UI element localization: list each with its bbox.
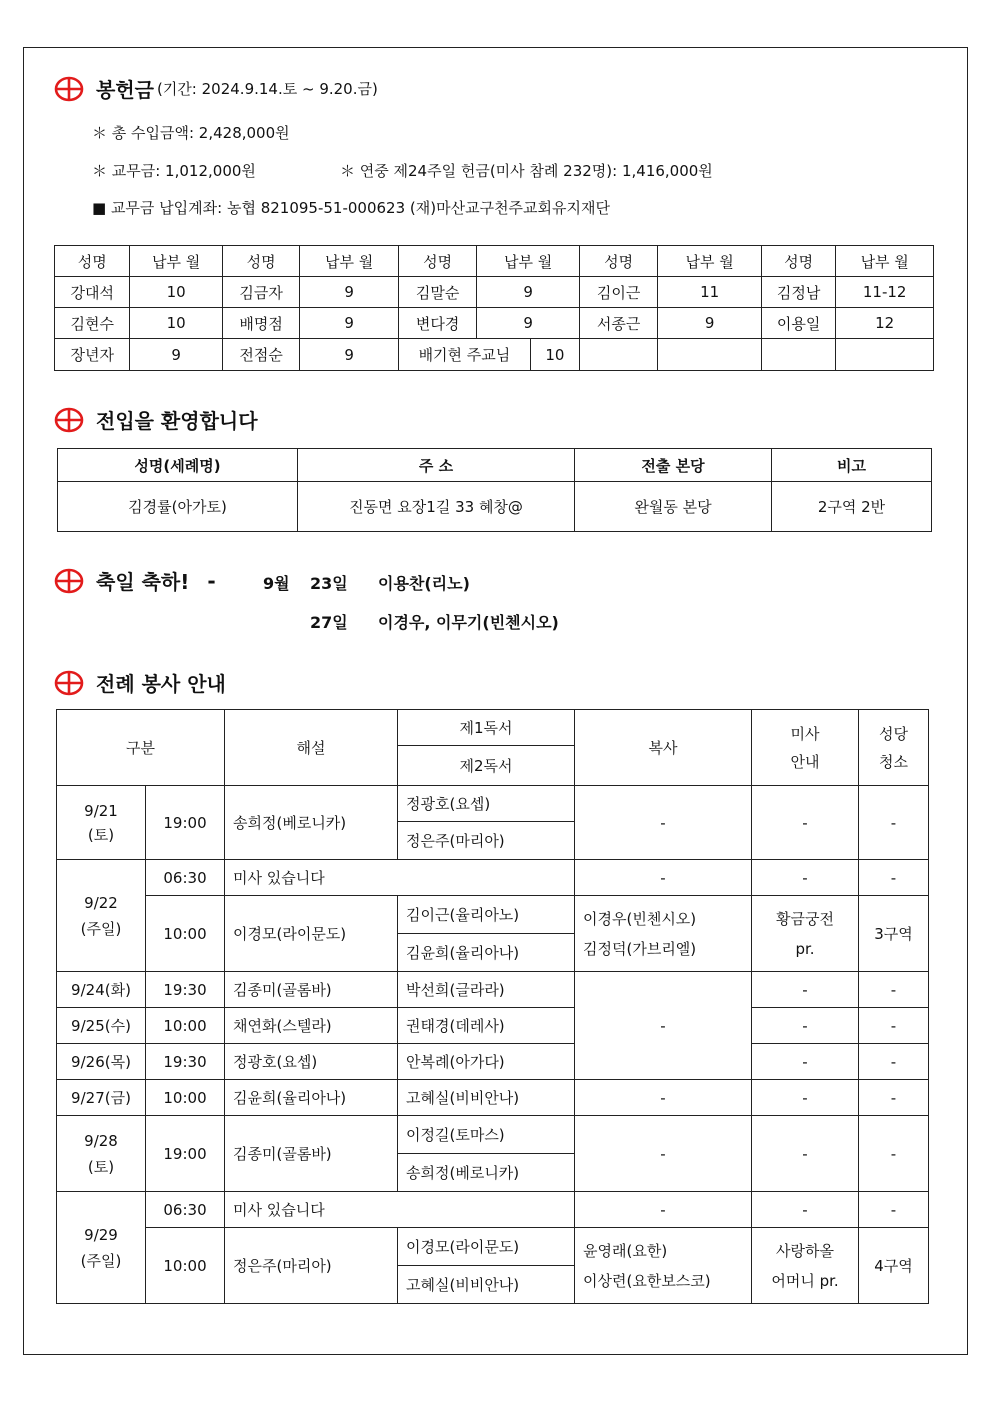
date-cell: 9/26(목) bbox=[57, 1044, 146, 1080]
offering-sunday-collection: ＊ 연중 제24주일 헌금(미사 참례 232명): 1,416,000원 bbox=[340, 162, 713, 180]
offering-account: ■ 교무금 납입계좌: 농협 821095-51-000623 (재)마산교구천주교회유지재단 bbox=[92, 199, 610, 217]
donor-name: 변다경 bbox=[398, 308, 476, 339]
date-cell: 9/29 (주일) bbox=[57, 1192, 146, 1304]
cleaning-cell: - bbox=[859, 1116, 929, 1192]
table-row bbox=[55, 339, 934, 371]
table-row bbox=[57, 1044, 929, 1080]
table-row bbox=[55, 277, 934, 308]
feast-month: 9월 bbox=[263, 574, 290, 593]
donor-month: 9 bbox=[130, 339, 223, 371]
donor-name: 김금자 bbox=[222, 277, 299, 308]
date-cell: 9/27(금) bbox=[57, 1080, 146, 1116]
table-row bbox=[57, 860, 929, 896]
acolyte-cell: - bbox=[575, 1116, 752, 1192]
date-cell: 9/21 (토) bbox=[57, 786, 146, 860]
table-row bbox=[57, 972, 929, 1008]
donor-name: 김이근 bbox=[579, 277, 657, 308]
donor-month: 9 bbox=[300, 277, 399, 308]
welcome-header-row bbox=[58, 449, 932, 482]
liturgy-table bbox=[56, 709, 929, 1304]
acolyte-cell: - bbox=[575, 972, 752, 1080]
commentary-cell: 이경모(라이문도) bbox=[225, 896, 398, 972]
col-header-name: 성명 bbox=[761, 246, 835, 277]
cleaning-cell: 3구역 bbox=[859, 896, 929, 972]
newcomer-former-parish: 완월동 본당 bbox=[575, 482, 772, 532]
cleaning-cell: - bbox=[859, 972, 929, 1008]
donor-month: 9 bbox=[300, 308, 399, 339]
reader1-cell: 안복례(아가다) bbox=[398, 1044, 575, 1080]
feast-title: 축일 축하! bbox=[96, 570, 190, 594]
time-cell: 06:30 bbox=[146, 1192, 225, 1228]
reader1-cell: 박선희(글라라) bbox=[398, 972, 575, 1008]
circle-cross-icon bbox=[54, 407, 84, 433]
donor-name: 김정남 bbox=[761, 277, 835, 308]
donor-name: 강대석 bbox=[55, 277, 130, 308]
col-header-reader1: 제1독서 bbox=[398, 710, 575, 746]
feast-heading bbox=[54, 566, 216, 595]
offering-diocese-fund: ＊ 교무금: 1,012,000원 bbox=[92, 162, 256, 180]
col-header-month: 납부 월 bbox=[658, 246, 762, 277]
reader1-cell: 이경모(라이문도) bbox=[398, 1228, 575, 1266]
welcome-table bbox=[57, 448, 932, 532]
cleaning-cell: - bbox=[859, 786, 929, 860]
col-header-address: 주 소 bbox=[298, 449, 575, 482]
table-row bbox=[55, 308, 934, 339]
donor-name: 전점순 bbox=[222, 339, 299, 371]
commentary-cell: 김종미(골롬바) bbox=[225, 1116, 398, 1192]
feast-day-2: 27일 bbox=[310, 613, 348, 632]
offering-title: 봉헌금 bbox=[96, 78, 154, 102]
col-header-usher: 미사 안내 bbox=[752, 710, 859, 786]
newcomer-address: 진동면 요장1길 33 혜창@ bbox=[298, 482, 575, 532]
donor-month: 9 bbox=[658, 308, 762, 339]
cleaning-cell: - bbox=[859, 1044, 929, 1080]
col-header-name: 성명 bbox=[579, 246, 657, 277]
reader1-cell: 김이근(율리아노) bbox=[398, 896, 575, 934]
table-row bbox=[58, 482, 932, 532]
donor-month: 9 bbox=[477, 277, 580, 308]
commentary-cell: 김종미(골롬바) bbox=[225, 972, 398, 1008]
col-header-reader2: 제2독서 bbox=[398, 746, 575, 786]
reader2-cell: 정은주(마리아) bbox=[398, 822, 575, 860]
feast-dash: - bbox=[207, 568, 216, 593]
donor-name: 김현수 bbox=[55, 308, 130, 339]
col-header-month: 납부 월 bbox=[836, 246, 934, 277]
donor-name: 이용일 bbox=[761, 308, 835, 339]
usher-cell: - bbox=[752, 860, 859, 896]
usher-cell: - bbox=[752, 1008, 859, 1044]
col-header-note: 비고 bbox=[772, 449, 932, 482]
liturgy-heading bbox=[54, 668, 226, 697]
col-header-month: 납부 월 bbox=[477, 246, 580, 277]
feast-names-1: 이용찬(리노) bbox=[378, 574, 470, 593]
table-row bbox=[57, 1080, 929, 1116]
col-header-former-parish: 전출 본당 bbox=[575, 449, 772, 482]
donor-month: 12 bbox=[836, 308, 934, 339]
time-cell: 10:00 bbox=[146, 896, 225, 972]
liturgy-header-row bbox=[57, 710, 929, 746]
reader1-cell: 이정길(토마스) bbox=[398, 1116, 575, 1154]
col-header-commentary: 해설 bbox=[225, 710, 398, 786]
circle-cross-icon bbox=[54, 670, 84, 696]
usher-cell: - bbox=[752, 1192, 859, 1228]
reader2-cell: 김윤희(율리아나) bbox=[398, 934, 575, 972]
cleaning-cell: - bbox=[859, 860, 929, 896]
circle-cross-icon bbox=[54, 76, 84, 102]
time-cell: 10:00 bbox=[146, 1008, 225, 1044]
time-cell: 06:30 bbox=[146, 860, 225, 896]
circle-cross-icon bbox=[54, 568, 84, 594]
commentary-cell: 정은주(마리아) bbox=[225, 1228, 398, 1304]
feast-day-1: 23일 bbox=[310, 574, 348, 593]
time-cell: 10:00 bbox=[146, 1080, 225, 1116]
col-header-acolyte: 복사 bbox=[575, 710, 752, 786]
reader1-cell: 고혜실(비비안나) bbox=[398, 1080, 575, 1116]
donor-month: 10 bbox=[130, 308, 223, 339]
usher-cell: - bbox=[752, 1116, 859, 1192]
donor-month: 10 bbox=[545, 345, 565, 364]
col-header-name: 성명 bbox=[55, 246, 130, 277]
acolyte-cell: - bbox=[575, 1080, 752, 1116]
usher-cell: 사랑하올 어머니 pr. bbox=[752, 1228, 859, 1304]
col-header-month: 납부 월 bbox=[130, 246, 223, 277]
time-cell: 10:00 bbox=[146, 1228, 225, 1304]
usher-cell: - bbox=[752, 1044, 859, 1080]
liturgy-title: 전례 봉사 안내 bbox=[96, 672, 226, 696]
commentary-cell: 김윤희(율리아나) bbox=[225, 1080, 398, 1116]
newcomer-name: 김경률(아가토) bbox=[58, 482, 298, 532]
donor-name: 서종근 bbox=[579, 308, 657, 339]
reader2-cell: 고혜실(비비안나) bbox=[398, 1266, 575, 1304]
acolyte-cell: 윤영래(요한) 이상련(요한보스코) bbox=[575, 1228, 752, 1304]
feast-names-2: 이경우, 이무기(빈첸시오) bbox=[378, 613, 559, 632]
donor-month: 11-12 bbox=[836, 277, 934, 308]
mass-note-cell: 미사 있습니다 bbox=[225, 860, 575, 896]
col-header-name: 성명 bbox=[398, 246, 476, 277]
welcome-heading bbox=[54, 405, 258, 434]
date-cell: 9/28 (토) bbox=[57, 1116, 146, 1192]
time-cell: 19:00 bbox=[146, 1116, 225, 1192]
usher-cell: - bbox=[752, 972, 859, 1008]
cleaning-cell: - bbox=[859, 1192, 929, 1228]
offering-table bbox=[54, 245, 934, 371]
col-header-name: 성명(세례명) bbox=[58, 449, 298, 482]
welcome-title: 전입을 환영합니다 bbox=[96, 409, 258, 433]
donor-name: 김말순 bbox=[398, 277, 476, 308]
donor-month: 10 bbox=[130, 277, 223, 308]
reader2-cell: 송희정(베로니카) bbox=[398, 1154, 575, 1192]
table-row bbox=[57, 1192, 929, 1228]
acolyte-cell: - bbox=[575, 786, 752, 860]
commentary-cell: 송희정(베로니카) bbox=[225, 786, 398, 860]
donor-month bbox=[658, 339, 762, 371]
commentary-cell: 채연화(스텔라) bbox=[225, 1008, 398, 1044]
offering-header-row bbox=[55, 246, 934, 277]
time-cell: 19:30 bbox=[146, 972, 225, 1008]
cleaning-cell: 4구역 bbox=[859, 1228, 929, 1304]
donor-name: 배기현 주교님 bbox=[399, 339, 531, 370]
donor-month: 9 bbox=[300, 339, 399, 371]
offering-total: ＊ 총 수입금액: 2,428,000원 bbox=[92, 124, 290, 142]
acolyte-cell: 이경우(빈첸시오) 김정덕(가브리엘) bbox=[575, 896, 752, 972]
col-header-name: 성명 bbox=[222, 246, 299, 277]
donor-month: 11 bbox=[658, 277, 762, 308]
donor-name: 장년자 bbox=[55, 339, 130, 371]
commentary-cell: 정광호(요셉) bbox=[225, 1044, 398, 1080]
donor-month: 9 bbox=[477, 308, 580, 339]
date-cell: 9/25(수) bbox=[57, 1008, 146, 1044]
col-header-month: 납부 월 bbox=[300, 246, 399, 277]
donor-name: 배명점 bbox=[222, 308, 299, 339]
usher-cell: 황금궁전 pr. bbox=[752, 896, 859, 972]
col-header-category: 구분 bbox=[57, 710, 225, 786]
offering-period: (기간: 2024.9.14.토 ~ 9.20.금) bbox=[156, 80, 378, 98]
donor-month bbox=[836, 339, 934, 371]
newcomer-note: 2구역 2반 bbox=[772, 482, 932, 532]
mass-note-cell: 미사 있습니다 bbox=[225, 1192, 575, 1228]
table-row bbox=[57, 1116, 929, 1154]
reader1-cell: 정광호(요셉) bbox=[398, 786, 575, 822]
date-cell: 9/22 (주일) bbox=[57, 860, 146, 972]
reader1-cell: 권태경(데레사) bbox=[398, 1008, 575, 1044]
table-row bbox=[57, 1228, 929, 1266]
date-cell: 9/24(화) bbox=[57, 972, 146, 1008]
table-row bbox=[57, 1008, 929, 1044]
donor-name bbox=[761, 339, 835, 371]
usher-cell: - bbox=[752, 1080, 859, 1116]
cleaning-cell: - bbox=[859, 1008, 929, 1044]
offering-heading bbox=[54, 74, 378, 103]
table-row bbox=[57, 786, 929, 822]
usher-cell: - bbox=[752, 786, 859, 860]
bishop-cell bbox=[398, 339, 579, 371]
donor-name bbox=[579, 339, 657, 371]
acolyte-cell: - bbox=[575, 1192, 752, 1228]
acolyte-cell: - bbox=[575, 860, 752, 896]
time-cell: 19:00 bbox=[146, 786, 225, 860]
time-cell: 19:30 bbox=[146, 1044, 225, 1080]
table-row bbox=[57, 896, 929, 934]
col-header-cleaning: 성당 청소 bbox=[859, 710, 929, 786]
cleaning-cell: - bbox=[859, 1080, 929, 1116]
